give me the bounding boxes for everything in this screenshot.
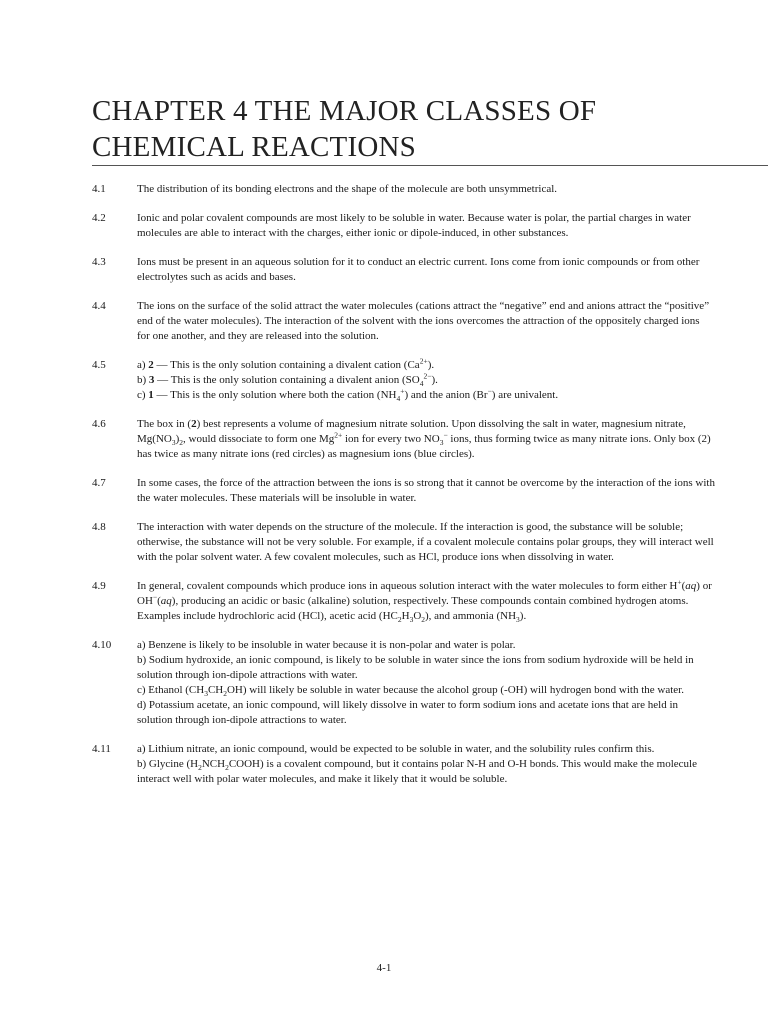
answer-paragraph: a) 2 — This is the only solution containing a divalent cation $(Ca^{2+})$. xyxy=(137,356,435,371)
question-item xyxy=(92,182,768,197)
question-answer xyxy=(137,211,715,241)
page-number: 4-1 xyxy=(376,962,392,974)
question-number: 4.10 xyxy=(92,639,112,651)
answer-paragraph: d) Potassium acetate, an ionic compound, will likely dissolve in water to form sodium ions and acetate ions that are held in solution through ion-dipole attractions to water. xyxy=(137,699,679,726)
question-number: 4.6 xyxy=(92,418,106,430)
answer-paragraph: In some cases, the force of the attraction between the ions is so strong that it cannot be overcome by the interaction of the ions with the water molecules. These materials will be insoluble in water. xyxy=(137,477,715,504)
chapter-title xyxy=(92,93,752,165)
question-list xyxy=(92,182,768,801)
answer-paragraph: b) Glycine $(H_2NCH_2COOH)$ is a covalent compound, but it contains polar N-H and O-H bonds. This would make the molecule interact well with polar water molecules, and make it likely that it would be soluble. xyxy=(137,758,697,785)
question-number: 4.5 xyxy=(92,359,106,371)
question-number: 4.1 xyxy=(92,183,106,195)
question-item xyxy=(92,211,768,241)
question-number: 4.8 xyxy=(92,521,106,533)
title-divider xyxy=(92,165,768,166)
question-item xyxy=(92,358,768,403)
question-answer xyxy=(137,358,715,403)
answer-paragraph: The interaction with water depends on the structure of the molecule. If the interaction is good, the substance will be soluble; otherwise, the substance will not be very soluble. For example, if a covalent molecule contains polar groups, they will interact well with the polar solvent water. A few covalent molecules, such as HCl, produce ions when dissolving in water. xyxy=(137,521,714,563)
question-item xyxy=(92,255,768,285)
answer-paragraph: Ions must be present in an aqueous solution for it to conduct an electric current. Ions come from ionic compounds or from other electrolytes such as acids and bases. xyxy=(137,256,700,283)
question-item xyxy=(92,520,768,565)
chapter-title-line-1: CHAPTER 4 THE MAJOR CLASSES OF xyxy=(92,95,597,127)
answer-paragraph: In general, covalent compounds which produce ions in aqueous solution interact with the water molecules to form either H+(aq) or OH−(aq), producing an acidic or basic (alkaline) solution, respectively. These compounds contain combined hydrogen atoms. Examples include hydrochloric acid (HCl), acetic acid $(HC_2H_3O_2)$, and ammonia $(NH_3)$. xyxy=(137,577,712,625)
question-answer xyxy=(137,417,715,462)
question-item xyxy=(92,476,768,506)
answer-paragraph: c) Ethanol $(CH_3CH_2OH)$ will likely be soluble in water because the alcohol group (-OH) will hydrogen bond with the water. xyxy=(137,684,684,699)
question-item xyxy=(92,638,768,728)
question-answer xyxy=(137,182,715,197)
question-item xyxy=(92,742,768,787)
question-number: 4.4 xyxy=(92,300,106,312)
question-item xyxy=(92,299,768,344)
answer-paragraph: c) 1 — This is the only solution where both the cation $(NH_4^+)$ and the anion (Br−) are univalent. xyxy=(137,386,559,404)
answer-paragraph: The distribution of its bonding electrons and the shape of the molecule are both unsymmetrical. xyxy=(137,183,558,195)
question-answer xyxy=(137,742,715,787)
question-number: 4.2 xyxy=(92,212,106,224)
question-item xyxy=(92,579,768,624)
question-number: 4.3 xyxy=(92,256,106,268)
answer-paragraph: b) 3 — This is the only solution containing a divalent anion $(SO_4^{2-})$. xyxy=(137,371,438,389)
question-number: 4.9 xyxy=(92,580,106,592)
question-number: 4.11 xyxy=(92,743,111,755)
answer-paragraph: b) Sodium hydroxide, an ionic compound, is likely to be soluble in water since the ions from sodium hydroxide will be held in solution through ion-dipole attractions with water. xyxy=(137,654,694,681)
question-answer xyxy=(137,520,715,565)
chapter-title-line-2: CHEMICAL REACTIONS xyxy=(92,131,416,163)
question-item xyxy=(92,417,768,462)
answer-paragraph: a) Benzene is likely to be insoluble in water because it is non-polar and water is polar. xyxy=(137,639,516,651)
answer-paragraph: The box in (2) best represents a volume of magnesium nitrate solution. Upon dissolving the salt in water, magnesium nitrate, $Mg(NO_3)_2$, would dissociate to form one $Mg^{2+}$ ion for every two $NO_3^-$ ions, thus forming twice as many nitrate ions. Only box (2) has twice as many nitrate ions (red circles) as magnesium ions (blue circles). xyxy=(137,418,711,460)
answer-paragraph: Ionic and polar covalent compounds are most likely to be soluble in water. Because water is polar, the partial charges in water molecules are able to interact with the charges, either ionic or dipole-induced, in other substances. xyxy=(137,212,691,239)
question-answer xyxy=(137,476,715,506)
question-answer xyxy=(137,299,715,344)
question-answer xyxy=(137,579,715,624)
answer-paragraph: a) Lithium nitrate, an ionic compound, would be expected to be soluble in water, and the solubility rules confirm this. xyxy=(137,743,655,755)
question-answer xyxy=(137,255,715,285)
question-number: 4.7 xyxy=(92,477,106,489)
question-answer xyxy=(137,638,715,728)
answer-paragraph: The ions on the surface of the solid attract the water molecules (cations attract the “negative” end and anions attract the “positive” end of the water molecules). The interaction of the solvent with the ions overcomes the attraction of the oppositely charged ions for one another, and they are released into the solution. xyxy=(137,300,710,342)
